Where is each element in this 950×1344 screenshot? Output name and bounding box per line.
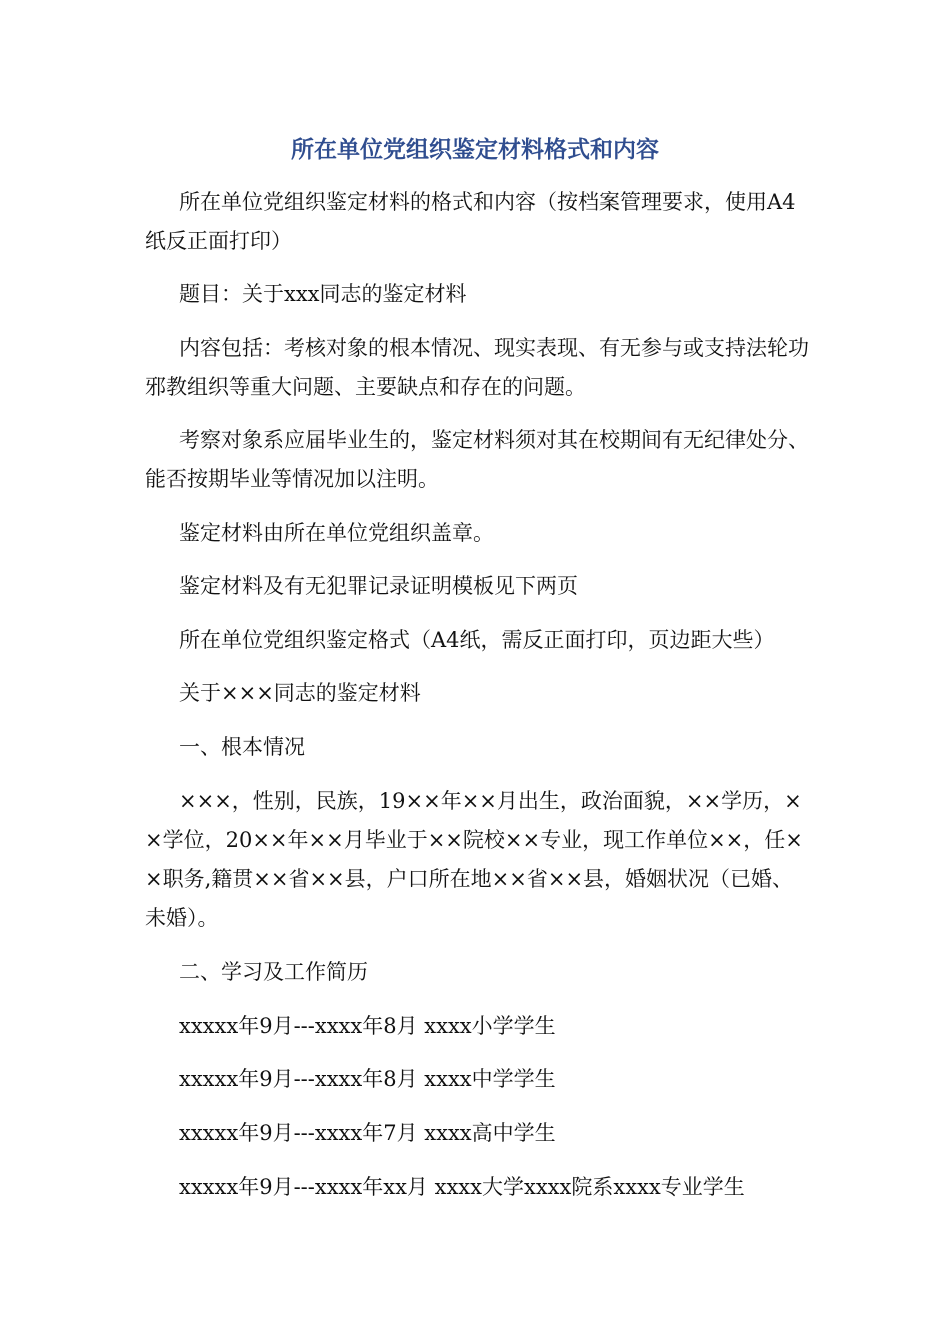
- graduate-paragraph: 考察对象系应届毕业生的，鉴定材料须对其在校期间有无纪律处分、能否按期毕业等情况加以注明。: [145, 428, 809, 491]
- document-title: 所在单位党组织鉴定材料格式和内容: [291, 137, 659, 163]
- subject-paragraph: 题目：关于xxx同志的鉴定材料: [179, 282, 467, 306]
- resume-item: xxxxx年9月---xxxx年xx月 xxxx大学xxxx院系xxxx专业学生: [179, 1175, 745, 1199]
- section-resume-heading: 二、学习及工作简历: [179, 960, 368, 984]
- seal-paragraph: 鉴定材料由所在单位党组织盖章。: [179, 521, 494, 545]
- resume-item: xxxxx年9月---xxxx年7月 xxxx高中学生: [179, 1121, 556, 1145]
- content-paragraph: 内容包括：考核对象的根本情况、现实表现、有无参与或支持法轮功邪教组织等重大问题、主要缺点和存在的问题。: [145, 336, 809, 399]
- section-basic-heading: 一、根本情况: [179, 735, 305, 759]
- material-heading: 关于×××同志的鉴定材料: [179, 681, 421, 705]
- basic-info-paragraph: ×××，性别，民族，19××年××月出生，政治面貌，××学历，××学位，20××年××月毕业于××院校××专业，现工作单位××，任××职务,籍贯××省××县，户口所在地××省××县，婚姻状况（已婚、未婚）。: [145, 789, 803, 930]
- intro-paragraph: 所在单位党组织鉴定材料的格式和内容（按档案管理要求，使用A4纸反正面打印）: [145, 190, 796, 253]
- resume-item: xxxxx年9月---xxxx年8月 xxxx小学学生: [179, 1014, 556, 1038]
- template-note-paragraph: 鉴定材料及有无犯罪记录证明模板见下两页: [179, 574, 578, 598]
- format-paragraph: 所在单位党组织鉴定格式（A4纸，需反正面打印，页边距大些）: [179, 628, 775, 652]
- resume-item: xxxxx年9月---xxxx年8月 xxxx中学学生: [179, 1067, 556, 1091]
